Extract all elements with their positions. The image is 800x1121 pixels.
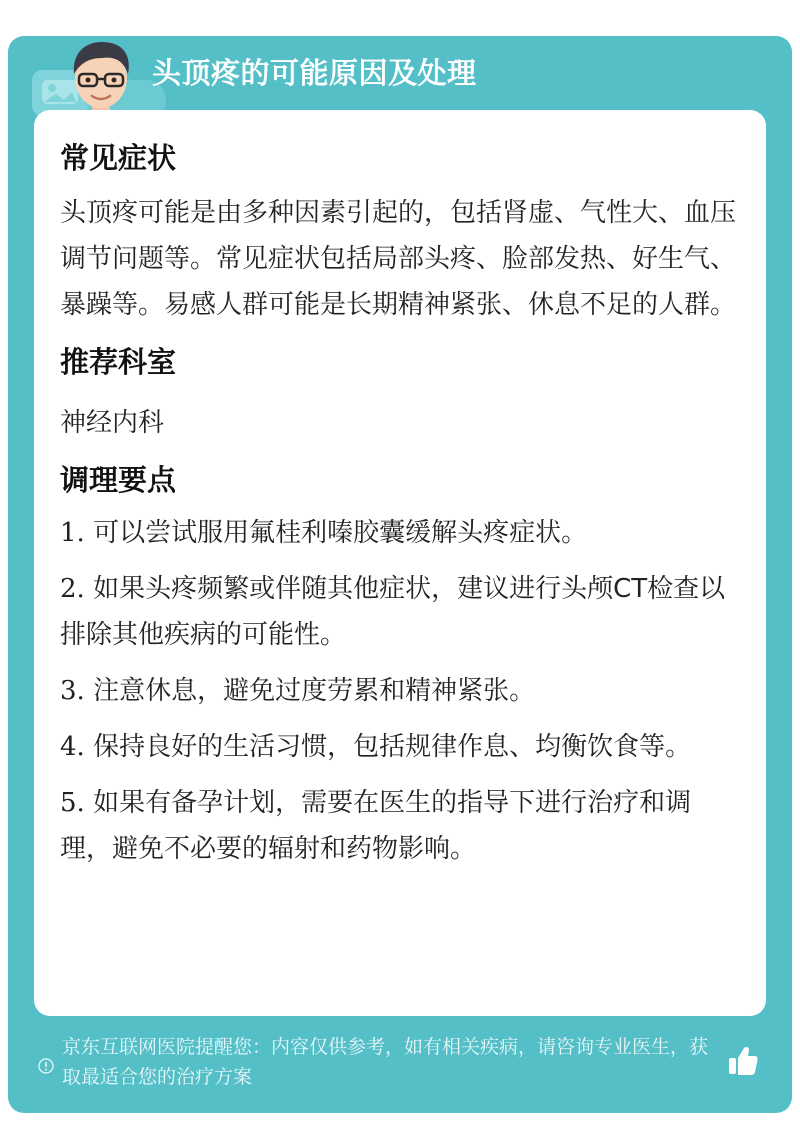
care-list bbox=[60, 510, 740, 872]
list-item bbox=[60, 668, 740, 714]
symptoms-title: 常见症状 bbox=[60, 141, 177, 175]
content-card bbox=[34, 110, 766, 1016]
answer-card-frame bbox=[8, 36, 792, 1113]
department-body: 神经内科 bbox=[60, 408, 165, 438]
list-item-text: 注意休息，避免过度劳累和精神紧张。 bbox=[93, 676, 536, 706]
disclaimer-text: 京东互联网医院提醒您：内容仅供参考，如有相关疾病，请咨询专业医生，获取最适合您的治疗方案 bbox=[62, 1036, 709, 1088]
list-item bbox=[60, 724, 740, 770]
disclaimer-footer bbox=[30, 1032, 770, 1102]
department-title: 推荐科室 bbox=[60, 345, 177, 379]
page-title: 头顶疼的可能原因及处理 bbox=[152, 56, 477, 90]
list-item-text: 可以尝试服用氟桂利嗪胶囊缓解头疼症状。 bbox=[93, 518, 588, 548]
thumbs-up-icon[interactable] bbox=[726, 1044, 760, 1078]
info-icon bbox=[38, 1058, 54, 1074]
list-item-number: 3. bbox=[60, 676, 85, 706]
list-item-text: 保持良好的生活习惯，包括规律作息、均衡饮食等。 bbox=[93, 732, 692, 762]
list-item-text: 如果头疼频繁或伴随其他症状，建议进行头颅CT检查以排除其他疾病的可能性。 bbox=[60, 574, 726, 650]
care-title: 调理要点 bbox=[60, 463, 177, 497]
list-item-number: 2. bbox=[60, 574, 85, 604]
list-item-number: 1. bbox=[60, 518, 85, 548]
list-item bbox=[60, 780, 740, 872]
list-item-number: 5. bbox=[60, 788, 85, 818]
symptoms-body: 头顶疼可能是由多种因素引起的，包括肾虚、气性大、血压调节问题等。常见症状包括局部头疼、脸部发热、好生气、暴躁等。易感人群可能是长期精神紧张、休息不足的人群。 bbox=[60, 198, 737, 320]
list-item bbox=[60, 566, 740, 658]
list-item-text: 如果有备孕计划，需要在医生的指导下进行治疗和调理，避免不必要的辐射和药物影响。 bbox=[60, 788, 692, 864]
list-item-number: 4. bbox=[60, 732, 85, 762]
list-item bbox=[60, 510, 740, 556]
